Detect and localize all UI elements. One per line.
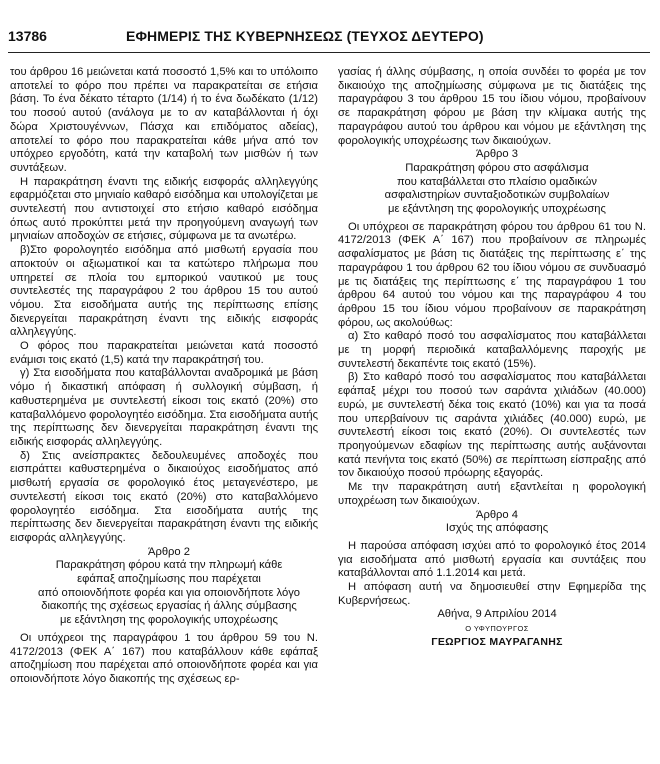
article-3-title: Παρακράτηση φόρου στο ασφάλισμα	[405, 161, 589, 174]
paragraph: Ο φόρος που παρακρατείται μειώνεται κατά ποσοστό ενάμισι τοις εκατό (1,5) κατά την παρακράτησή του.	[10, 340, 318, 366]
right-column	[338, 66, 646, 650]
paragraph: Οι υπόχρεοι της παραγράφου 1 του άρθρου 59 του Ν. 4172/2013 (ΦΕΚ Α΄ 167) που καταβάλλουν κάθε εφάπαξ αποζημίωση που παρέχεται από οποιονδήποτε φορέα και για οποιονδήποτε λόγο διακοπής της σχέσεως ερ-	[10, 631, 318, 685]
paragraph: δ) Στις ανείσπρακτες δεδουλευμένες αποδοχές που εισπράττει καθυστερημένα ο δικαιούχος εισοδήματος από μισθωτή εργασία σε φορολογικό έτος μεταγενέστερο, με συντελεστή είκοσι τοις εκατό (20%) στο καταβαλλόμενο φορολογητέο εισόδημα. Στα εισοδήματα αυτής της περίπτωσης δεν διενεργείται παρακράτηση έναντι της ειδικής εισφοράς αλληλεγγύης.	[10, 449, 318, 544]
left-column	[10, 66, 318, 687]
article-2-title: από οποιονδήποτε φορέα και για οποιονδήποτε λόγο	[37, 586, 301, 599]
article-2-title: εφάπαξ αποζημίωσης που παρέχεται	[77, 573, 261, 586]
paragraph: Η παρακράτηση έναντι της ειδικής εισφοράς αλληλεγγύης εφαρμόζεται στο μηνιαίο καθαρό εισόδημα και υπολογίζεται με συντελεστή που αντιστοιχεί στο ετήσιο καθαρό εισόδημα όπως αυτό προκύπτει μετά την προηγούμενη αναγωγή των μηνιαίων αποδοχών σε ετήσιες, σύμφωνα με τα ανωτέρω.	[10, 175, 318, 243]
header-rule	[8, 52, 650, 53]
paragraph: Η παρούσα απόφαση ισχύει από το φορολογικό έτος 2014 για εισοδήματα από μισθωτή εργασία και συντάξεις που καταβάλλονται από 1.1.2014 και μετά.	[338, 539, 646, 580]
paragraph: α) Στο καθαρό ποσό του ασφαλίσματος που καταβάλλεται με τη μορφή περιοδικά καταβαλλόμενης παροχής με συντελεστή δεκαπέντε τοις εκατό (15%).	[338, 330, 646, 370]
article-3-title: που καταβάλλεται στο πλαίσιο ομαδικών	[396, 175, 597, 188]
paragraph: Η απόφαση αυτή να δημοσιευθεί στην Εφημερίδα της Κυβερνήσεως.	[338, 581, 646, 607]
signer-role: Ο ΥΦΥΠΟΥΡΓΟΣ	[465, 624, 529, 634]
article-2-title: με εξάντληση της φορολογικής υποχρέωσης	[60, 614, 278, 627]
article-3-title: με εξάντληση της φορολογικής υποχρέωσης	[388, 203, 606, 216]
article-4-title: Ισχύς της απόφασης	[445, 522, 549, 535]
paragraph: Οι υπόχρεοι σε παρακράτηση φόρου του άρθρου 61 του Ν. 4172/2013 (ΦΕΚ Α΄ 167) που προβαίνουν σε πληρωμές ασφαλίσματος με βάση τις διατάξεις της περίπτωσης ε΄ της παραγράφου 1 του άρθρου 62 του ίδιου νόμου σε συνδυασμό με τις διατάξεις της περίπτωσης ε΄ της παραγράφου 1 του άρθρου 64 αυτού του νόμου και της παραγράφου 4 του άρθρου 15 του ίδιου νόμου προβαίνουν σε παρακράτηση φόρου, ως ακολούθως:	[338, 220, 646, 329]
page-number: 13786	[8, 28, 47, 44]
page-header	[8, 28, 648, 48]
article-3-heading: Άρθρο 3	[476, 148, 518, 161]
article-3-title: ασφαλιστηρίων συνταξιοδοτικών συμβολαίων	[384, 189, 610, 202]
paragraph: του άρθρου 16 μειώνεται κατά ποσοστό 1,5% και το υπόλοιπο αποτελεί το φόρο που πρέπει να παρακρατείται σε ετήσια βάση. Το ένα δέκατο τέταρτο (1/14) ή το ένα δωδέκατο (1/12) του ποσού αυτού (ανάλογα με το αν καταβάλλονται ή όχι δώρα Χριστουγέννων, Πάσχα και επιδόματος αδείας), αποτελεί το φόρο που παρακρατείται κάθε μήνα από τον υπόχρεο εργοδότη, κατά την καταβολή των μισθών ή των συντάξεων.	[10, 66, 318, 174]
article-4-heading: Άρθρο 4	[476, 508, 518, 521]
paragraph: β) Στο καθαρό ποσό του ασφαλίσματος που καταβάλλεται εφάπαξ μέχρι του ποσού των σαράντα χιλιάδων (40.000) ευρώ, με συντελεστή δέκα τοις εκατό (10%) και για τα ποσά που υπερβαίνουν τις σαράντα χιλιάδες (40.000) ευρώ, με συντελεστή είκοσι τοις εκατό (20%). Οι συντελεστές των προηγούμενων εδαφίων της περίπτωσης αυτής αυξάνονται κατά πενήντα τοις εκατό (50%) σε περίπτωση είσπραξης από τον δικαιούχο ποσού πρόωρης εξαγοράς.	[338, 371, 646, 480]
signature-date: Αθήνα, 9 Απριλίου 2014	[437, 608, 557, 621]
paragraph: Με την παρακράτηση αυτή εξαντλείται η φορολογική υποχρέωση των δικαιούχων.	[338, 481, 646, 507]
journal-title: ΕΦΗΜΕΡΙΣ ΤΗΣ ΚΥΒΕΡΝΗΣΕΩΣ (ΤΕΥΧΟΣ ΔΕΥΤΕΡΟ)	[126, 28, 484, 44]
paragraph: γ) Στα εισοδήματα που καταβάλλονται αναδρομικά με βάση νόμο ή δικαστική απόφαση ή συλλογική σύμβαση, ή καθυστερημένα με συντελεστή είκοσι τοις εκατό (20%) στο καταβαλλόμενο φορολογητέο εισόδημα. Στα εισοδήματα αυτής της περίπτωσης δεν διενεργείται παρακράτηση έναντι της ειδικής εισφοράς αλληλεγγύης.	[10, 367, 319, 448]
article-2-title: Παρακράτηση φόρου κατά την πληρωμή κάθε	[55, 559, 283, 572]
article-2-title: διακοπής της σχέσεως εργασίας ή άλλης σύμβασης	[41, 600, 297, 613]
paragraph: β)Στο φορολογητέο εισόδημα από μισθωτή εργασία που αποκτούν οι αξιωματικοί και τα κατώτερο πλήρωμα που υπηρετεί σε πλοία του εμπορικού ναυτικού με τους συντελεστές της παραγράφου 2 του άρθρου 15 του αυτού νόμου. Στα εισοδήματα αυτής της περίπτωσης επίσης διενεργείται παρακράτηση έναντι της ειδικής εισφοράς αλληλεγγύης.	[10, 244, 318, 339]
paragraph: γασίας ή άλλης σύμβασης, η οποία συνδέει το φορέα με τον δικαιούχο της αποζημίωσης σύμφωνα με τις διατάξεις της παραγράφου 3 του άρθρου 15 του ίδιου νόμου, προβαίνουν σε παρακράτηση φόρου με βάση την κλίμακα αυτής της παραγράφου αυτού του άρθρου και νόμου με εξάντληση της φορολογικής υποχρέωσης των δικαιούχων.	[338, 66, 646, 147]
article-2-heading: Άρθρο 2	[148, 545, 190, 558]
signer-name: ΓΕΩΡΓΙΟΣ ΜΑΥΡΑΓΑΝΗΣ	[431, 635, 563, 648]
